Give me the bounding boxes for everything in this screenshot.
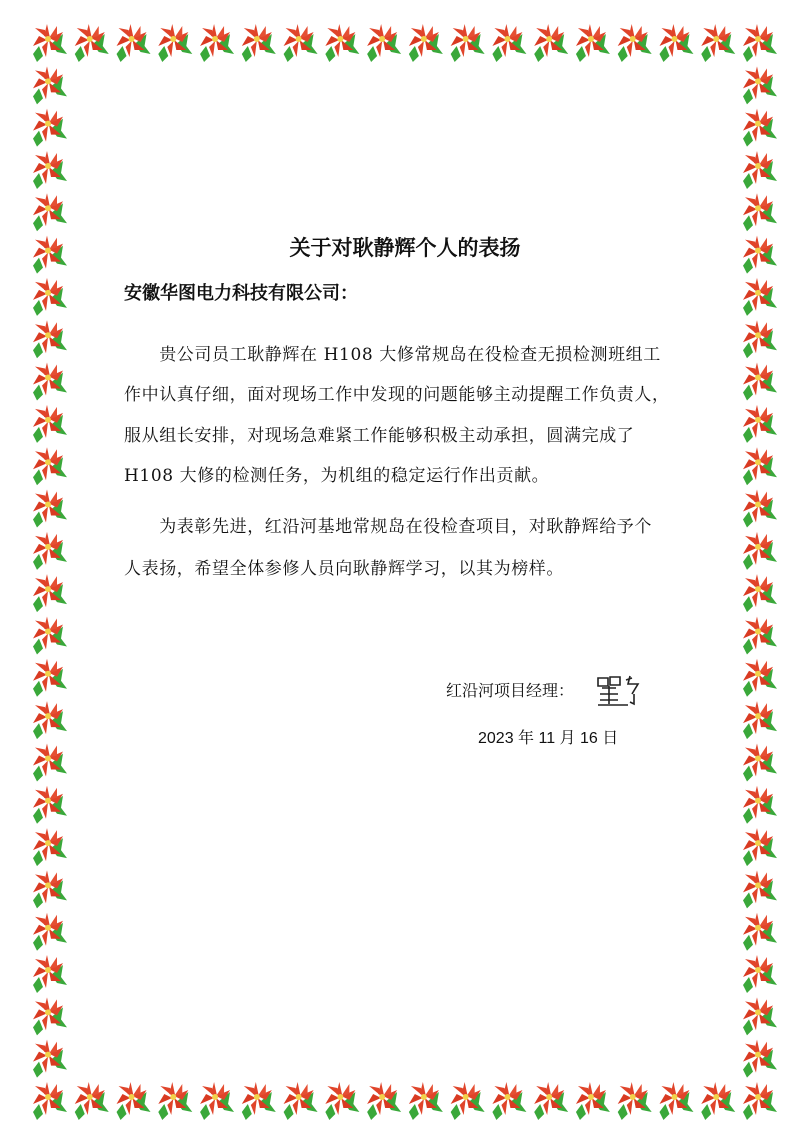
poinsettia-icon <box>701 24 735 62</box>
poinsettia-icon <box>33 151 67 189</box>
poinsettia-icon <box>325 24 359 62</box>
poinsettia-icon <box>534 1082 568 1120</box>
poinsettia-icon <box>33 616 67 654</box>
poinsettia-icon <box>33 490 67 528</box>
poinsettia-icon <box>158 24 192 62</box>
paragraph-1-line: 贵公司员工耿静辉在 H108 大修常规岛在役检查无损检测班组工 <box>124 345 661 365</box>
poinsettia-icon <box>743 997 777 1035</box>
poinsettia-icon <box>451 1082 485 1120</box>
poinsettia-icon <box>576 24 610 62</box>
handwritten-signature <box>594 672 644 708</box>
poinsettia-icon <box>743 616 777 654</box>
poinsettia-icon <box>743 193 777 231</box>
poinsettia-icon <box>659 24 693 62</box>
poinsettia-icon <box>451 24 485 62</box>
paragraph-1-line: 服从组长安排，对现场急难紧工作能够积极主动承担，圆满完成了 <box>124 426 635 446</box>
signoff-label: 红沿河项目经理： <box>446 681 575 700</box>
poinsettia-icon <box>409 24 443 62</box>
poinsettia-icon <box>33 66 67 104</box>
poinsettia-icon <box>618 1082 652 1120</box>
poinsettia-icon <box>75 1082 109 1120</box>
poinsettia-icon <box>33 574 67 612</box>
poinsettia-icon <box>743 870 777 908</box>
poinsettia-icon <box>743 405 777 443</box>
poinsettia-icon <box>743 913 777 951</box>
paragraph-2-line: 人表扬，希望全体参修人员向耿静辉学习，以其为榜样。 <box>124 559 564 579</box>
poinsettia-icon <box>325 1082 359 1120</box>
paragraph-1-line: 作中认真仔细，面对现场工作中发现的问题能够主动提醒工作负责人， <box>124 385 670 405</box>
poinsettia-icon <box>576 1082 610 1120</box>
poinsettia-icon <box>33 278 67 316</box>
poinsettia-icon <box>743 743 777 781</box>
poinsettia-icon <box>33 447 67 485</box>
poinsettia-icon <box>33 997 67 1035</box>
poinsettia-icon <box>33 955 67 993</box>
poinsettia-icon <box>701 1082 735 1120</box>
poinsettia-icon <box>33 786 67 824</box>
poinsettia-icon <box>743 320 777 358</box>
poinsettia-icon <box>117 24 151 62</box>
poinsettia-icon <box>33 743 67 781</box>
poinsettia-icon <box>33 24 67 62</box>
poinsettia-icon <box>743 574 777 612</box>
poinsettia-icon <box>409 1082 443 1120</box>
poinsettia-icon <box>33 363 67 401</box>
poinsettia-icon <box>743 278 777 316</box>
poinsettia-icon <box>492 24 526 62</box>
poinsettia-icon <box>33 913 67 951</box>
poinsettia-icon <box>367 1082 401 1120</box>
poinsettia-icon <box>743 701 777 739</box>
poinsettia-icon <box>33 828 67 866</box>
poinsettia-icon <box>200 1082 234 1120</box>
poinsettia-icon <box>33 659 67 697</box>
poinsettia-icon <box>743 786 777 824</box>
poinsettia-icon <box>492 1082 526 1120</box>
poinsettia-icon <box>33 405 67 443</box>
poinsettia-icon <box>33 193 67 231</box>
poinsettia-icon <box>33 320 67 358</box>
poinsettia-icon <box>33 701 67 739</box>
poinsettia-icon <box>743 109 777 147</box>
poinsettia-icon <box>242 24 276 62</box>
poinsettia-icon <box>200 24 234 62</box>
poinsettia-icon <box>367 24 401 62</box>
poinsettia-icon <box>743 955 777 993</box>
poinsettia-icon <box>743 66 777 104</box>
poinsettia-icon <box>158 1082 192 1120</box>
document-date: 2023 年 11 月 16 日 <box>478 730 619 747</box>
poinsettia-icon <box>743 151 777 189</box>
poinsettia-icon <box>743 24 777 62</box>
poinsettia-icon <box>743 490 777 528</box>
poinsettia-icon <box>33 109 67 147</box>
poinsettia-icon <box>75 24 109 62</box>
poinsettia-icon <box>33 1040 67 1078</box>
poinsettia-icon <box>534 24 568 62</box>
poinsettia-icon <box>33 1082 67 1120</box>
poinsettia-icon <box>743 363 777 401</box>
poinsettia-icon <box>743 532 777 570</box>
poinsettia-icon <box>743 1040 777 1078</box>
poinsettia-icon <box>242 1082 276 1120</box>
poinsettia-icon <box>33 532 67 570</box>
poinsettia-icon <box>618 24 652 62</box>
document-title: 关于对耿静辉个人的表扬 <box>289 236 521 260</box>
poinsettia-icon <box>743 1082 777 1120</box>
poinsettia-icon <box>284 1082 318 1120</box>
addressee: 安徽华图电力科技有限公司： <box>124 283 358 304</box>
poinsettia-icon <box>33 870 67 908</box>
poinsettia-icon <box>743 828 777 866</box>
poinsettia-icon <box>284 24 318 62</box>
poinsettia-icon <box>743 447 777 485</box>
paragraph-1-line: H108 大修的检测任务，为机组的稳定运行作出贡献。 <box>124 466 550 486</box>
poinsettia-icon <box>117 1082 151 1120</box>
paragraph-2-line: 为表彰先进，红沿河基地常规岛在役检查项目，对耿静辉给予个 <box>124 517 652 537</box>
poinsettia-icon <box>659 1082 693 1120</box>
poinsettia-icon <box>743 659 777 697</box>
